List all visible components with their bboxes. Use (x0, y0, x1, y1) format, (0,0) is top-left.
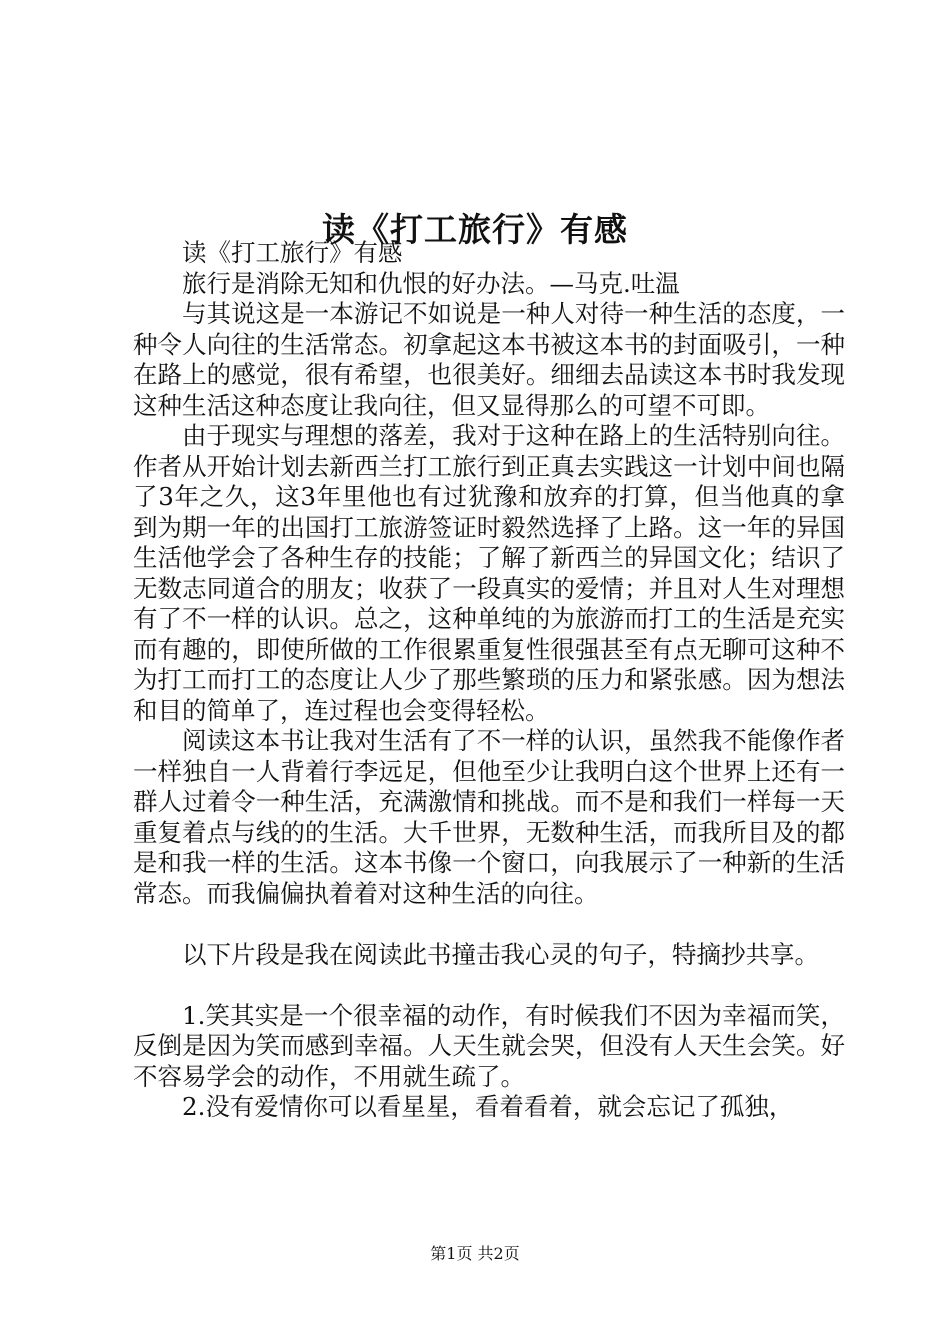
paragraph-reflection: 阅读这本书让我对生活有了不一样的认识，虽然我不能像作者一样独自一人背着行李远足，但他至少让我明白这个世界上还有一群人过着令一种生活，充满激情和挑战。而不是和我们一样每一天重复着点与线的的生活。大千世界，无数种生活，而我所目及的都是和我一样的生活。这本书像一个窗口，向我展示了一种新的生活常态。而我偏偏执着着对这种生活的向往。 (133, 726, 845, 908)
paragraph-excerpt-intro: 以下片段是我在阅读此书撞击我心灵的句子，特摘抄共享。 (182, 939, 819, 969)
page-footer: 第1页 共2页 (430, 1244, 520, 1263)
paragraph-quote: 旅行是消除无知和仇恨的好办法。—马克.吐温 (182, 268, 680, 298)
paragraph-excerpt-1: 1.笑其实是一个很幸福的动作，有时候我们不因为幸福而笑，反倒是因为笑而感到幸福。人天生就会哭，但没有人天生会笑。好不容易学会的动作，不用就生疏了。 (133, 1000, 845, 1091)
paragraph-reality: 由于现实与理想的落差，我对于这种在路上的生活特别向往。作者从开始计划去新西兰打工旅行到正真去实践这一计划中间也隔了3年之久，这3年里他也有过犹豫和放弃的打算，但当他真的拿到为期一年的出国打工旅游签证时毅然选择了上路。这一年的异国生活他学会了各种生存的技能；了解了新西兰的异国文化；结识了无数志同道合的朋友；收获了一段真实的爱情；并且对人生对理想有了不一样的认识。总之，这种单纯的为旅游而打工的生活是充实而有趣的，即使所做的工作很累重复性很强甚至有点无聊可这种不为打工而打工的态度让人少了那些繁琐的压力和紧张感。因为想法和目的简单了，连过程也会变得轻松。 (133, 421, 845, 725)
document-body (133, 238, 845, 1123)
document-title: 读《打工旅行》有感 (322, 210, 628, 250)
paragraph-heading: 读《打工旅行》有感 (182, 238, 403, 267)
paragraph-excerpt-2: 2.没有爱情你可以看星星，看着看着，就会忘记了孤独， (182, 1092, 794, 1121)
paragraph-intro: 与其说这是一本游记不如说是一种人对待一种生活的态度，一种令人向往的生活常态。初拿起这本书被这本书的封面吸引，一种在路上的感觉，很有希望，也很美好。细细去品读这本书时我发现这种生活这种态度让我向往，但又显得那么的可望不可即。 (133, 299, 845, 420)
